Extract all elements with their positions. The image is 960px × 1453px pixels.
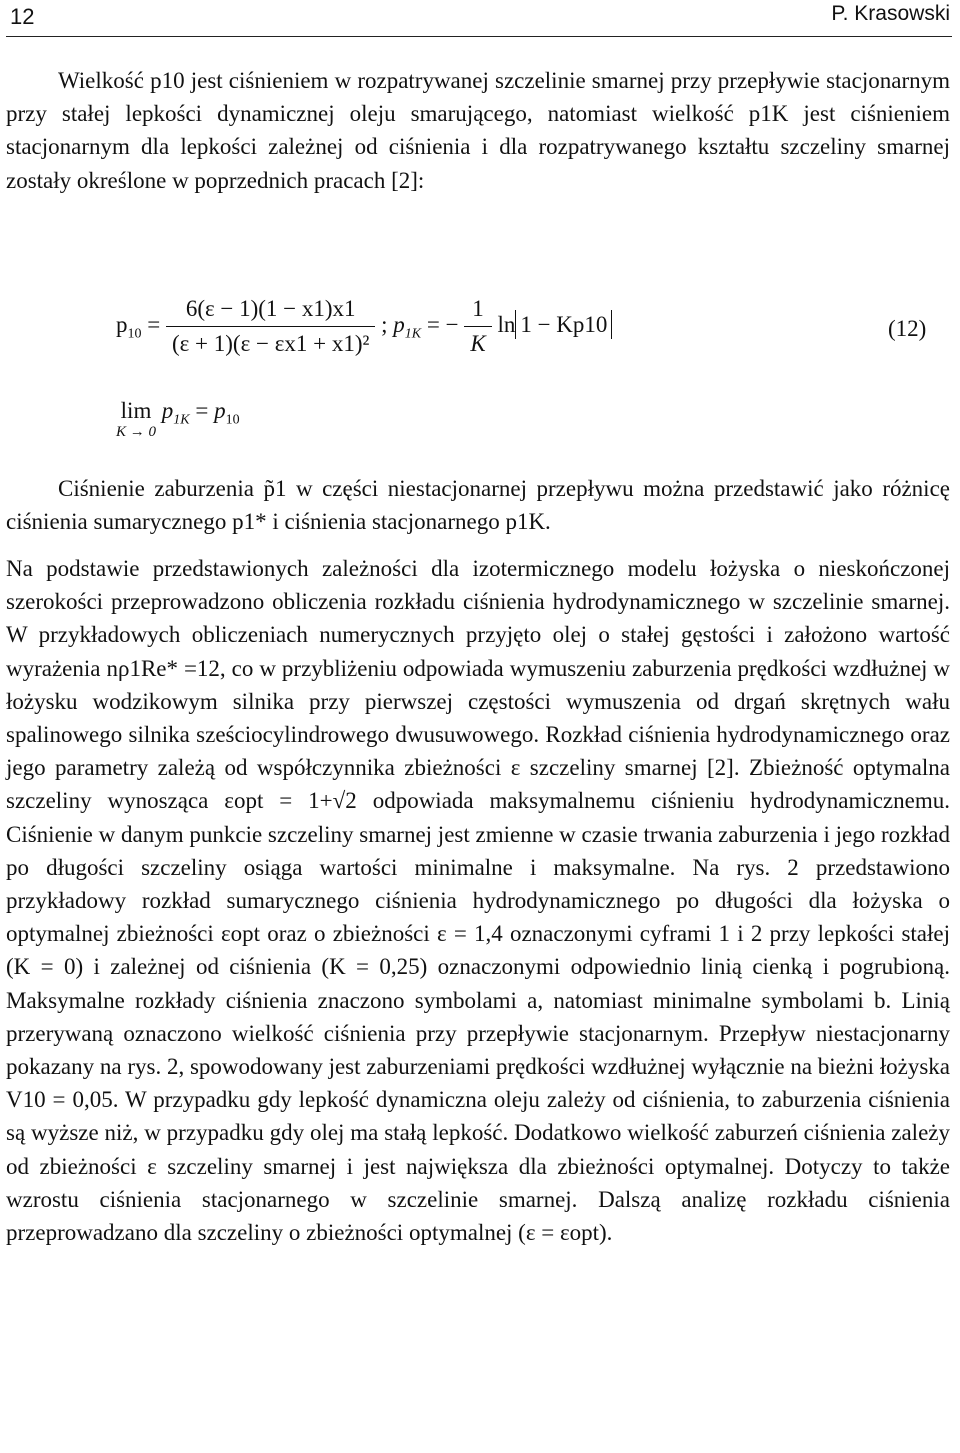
page-header xyxy=(6,0,952,37)
fraction-p10: $\frac{6(\varepsilon - 1)(1 - x1)x1}{\text{(ε + 1)(ε − εx1 + x1)²}}$ xyxy=(166,296,375,357)
running-head-author: P. Krasowski xyxy=(831,2,950,25)
absolute-value: 1 − Kp10 xyxy=(515,310,612,339)
equation-number: (12) xyxy=(888,316,927,341)
page-number: 12 xyxy=(10,4,35,29)
fraction-1-over-k: $\frac{1}{K}$ xyxy=(464,296,491,357)
intro-paragraph: Wielkość p10 jest ciśnieniem w rozpatrywanej szczelinie smarnej przy przepływie stacjonarnym przy stałej lepkości dynamicznej oleju smarującego, natomiast wielkość p1K jest ciśnieniem stacjonarnym dla lepkości zależnej od ciśnienia i dla rozpatrywanego kształtu szczeliny smarnej zostały określone w poprzednich pracach [2]: xyxy=(6,68,950,193)
main-paragraph: Na podstawie przedstawionych zależności dla izotermicznego modelu łożyska o nieskończonej szerokości przeprowadzono obliczenia rozkładu ciśnienia hydrodynamicznego w szczelinie smarnej. W przykładowych obliczeniach numerycznych przyjęto olej o stałej gęstości i założono wartość wyrażenia nρ1Re* =12, co w przybliżeniu odpowiada wymuszeniu zaburzenia prędkości wzdłużnej w łożysku wodzikowym silnika przy pierwszej częstości wymuszenia od drgań skrętnych wału spalinowego silnika sześciocylindrowego dwusuwowego. Rozkład ciśnienia hydrodynamicznego oraz jego parametry zależą od współczynnika zbieżności ε szczeliny smarnej [2]. Zbieżność optymalna szczeliny wynosząca εopt = 1+√2 odpowiada maksymalnemu ciśnieniu hydrodynamicznemu. Ciśnienie w danym punkcie szczeliny smarnej jest zmienne w czasie trwania zaburzenia i jego rozkład po długości szczeliny osiąga wartości minimalne i maksymalne. Na rys. 2 przedstawiono przykładowy rozkład sumarycznego ciśnienia hydrodynamicznego po długości dla łożyska o optymalnej zbieżności εopt oraz o zbieżności ε = 1,4 oznaczonymi cyframi 1 i 2 przy lepkości stałej (K = 0) i zależnej od ciśnienia (K = 0,25) oznaczonymi odpowiednio linią cienką i pogrubioną. Maksymalne rozkłady ciśnienia znaczono symbolami a, natomiast minimalne symbolami b. Linią przerywaną oznaczono wielkość ciśnienia przy przepływie stacjonarnym. Przepływ niestacjonarny pokazany na rys. 2, spowodowany jest zaburzeniami prędkości wzdłużnej wyłącznie na bieżni łożyska V10 = 0,05. W przypadku gdy lepkość dynamiczna oleju zależy od ciśnienia, to zaburzenia ciśnienia są wyższe niż, w przypadku gdy olej ma stałą lepkość. Dodatkowo wielkość zaburzeń ciśnienia zależy od zbieżności ε szczeliny smarnej i jest największa dla zbieżności optymalnej. Dotyczy to także wzrostu ciśnienia stacjonarnego w szczelinie smarnej. Dalszą analizę rozkładu ciśnienia przeprowadzano dla szczeliny o zbieżności optymalnej (ε = εopt). xyxy=(6,556,950,1246)
limit-equation: lim K → 0 $p_{1K} = p_{10}$ xyxy=(116,398,240,440)
disturbance-paragraph: Ciśnienie zaburzenia p̃1 w części niestacjonarnej przepływu można przedstawić jako różnicę ciśnienia sumarycznego p1* i ciśnienia stacjonarnego p1K. xyxy=(6,476,950,535)
equation-12: $p_{10}$ = $\frac{6(\varepsilon - 1)(1 - x1)x1}{\text{(ε + 1)(ε − εx1 + x1)²}}$ ; $p_{1K}$ = − $\frac{1}{K}$ ln 1 − Kp10 xyxy=(116,296,612,357)
